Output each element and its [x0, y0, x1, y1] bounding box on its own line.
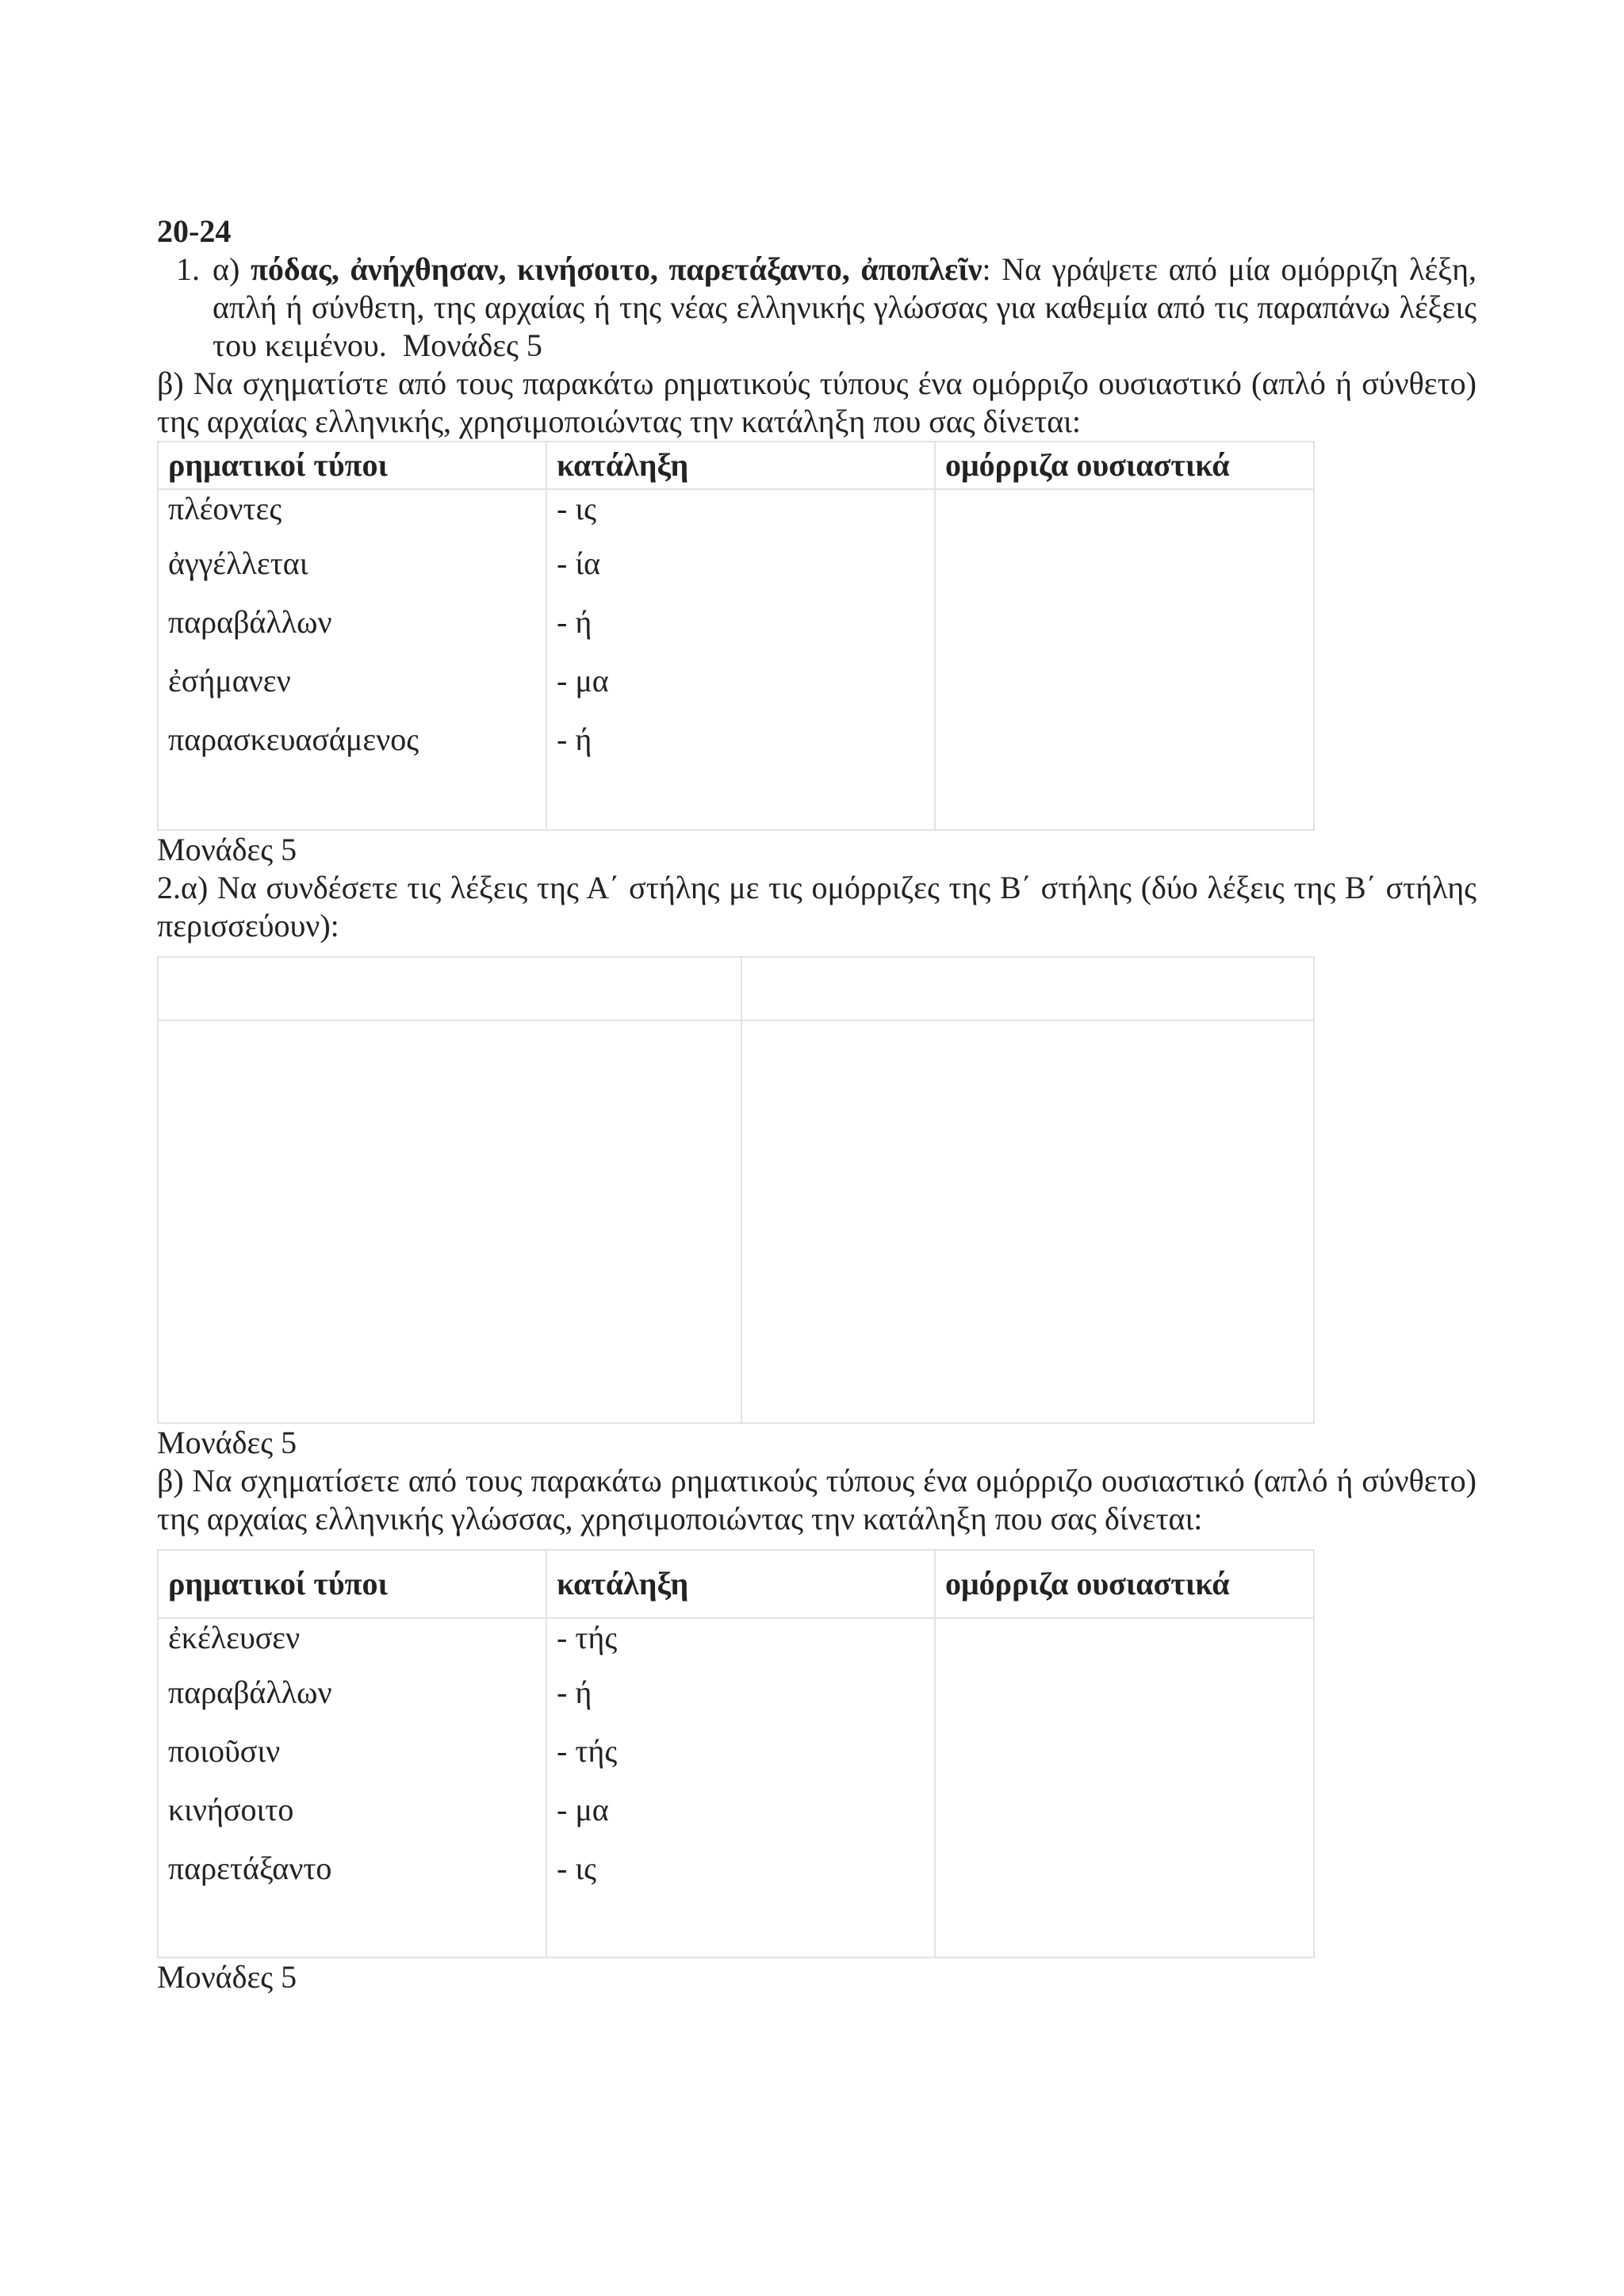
question-number: 1.	[176, 251, 200, 287]
column-header	[741, 957, 1314, 1020]
verb-form: παραβάλλων	[168, 604, 332, 640]
question-1a	[157, 251, 1477, 365]
verb-forms-cell	[158, 489, 546, 830]
column-b-item	[752, 1129, 1304, 1188]
column-header	[158, 957, 741, 1020]
verb-form: παρασκευασάμενος	[168, 721, 419, 757]
verb-forms-cell	[158, 1618, 546, 1957]
question-2b-text: β) Να σχηματίσετε από τους παρακάτω ρηματικούς τύπους ένα ομόρριζο ουσιαστικό (απλό ή σύνθετο) της αρχαίας ελληνικής γλώσσας, χρησιμοποιώντας την κατάληξη που σας δίνεται:	[157, 1463, 1477, 1536]
table-2b	[157, 1549, 1315, 1958]
column-header: ομόρριζα ουσιαστικά	[935, 442, 1314, 489]
ending: - τής	[557, 1620, 618, 1655]
column-b-item	[752, 1188, 1304, 1246]
column-a-item	[168, 1246, 731, 1305]
answer-cell[interactable]	[935, 489, 1314, 830]
column-b-item	[752, 1364, 1304, 1422]
question-1b-text: β) Να σχηματίστε από τους παρακάτω ρηματικούς τύπους ένα ομόρριζο ουσιαστικό (απλό ή σύνθετο) της αρχαίας ελληνικής, χρησιμοποιώντας την κατάληξη που σας δίνεται:	[157, 365, 1477, 439]
points-label: Μονάδες 5	[402, 327, 542, 363]
section-heading: 20-24	[157, 213, 232, 249]
ending: - μα	[557, 663, 609, 698]
column-header: ρηματικοί τύποι	[158, 442, 546, 489]
column-b-item	[752, 1246, 1304, 1305]
source-words: πόδας, ἀνήχθησαν, κινήσοιτο, παρετάξαντο, ἀποπλεῖν	[250, 251, 982, 287]
ending: - ία	[557, 545, 601, 581]
table-1b	[157, 441, 1315, 831]
endings-cell	[546, 1618, 935, 1957]
ending: - ή	[557, 1674, 592, 1710]
endings-cell	[546, 489, 935, 830]
column-header: κατάληξη	[546, 1550, 935, 1618]
question-1a-text	[213, 251, 1477, 365]
verb-form: πλέοντες	[168, 491, 282, 526]
subquestion-label: α)	[213, 251, 240, 287]
verb-form: ποιοῦσιν	[168, 1733, 281, 1769]
column-b-cell	[741, 1020, 1314, 1423]
column-a-item	[168, 1129, 731, 1188]
column-a-item	[168, 1188, 731, 1246]
column-b-item	[752, 1070, 1304, 1129]
column-header: κατάληξη	[546, 442, 935, 489]
column-b-item	[752, 1021, 1304, 1070]
points-label: Μονάδες 5	[157, 832, 297, 867]
answer-cell[interactable]	[935, 1618, 1314, 1957]
column-a-cell	[158, 1020, 741, 1423]
ending: - τής	[557, 1733, 618, 1769]
verb-form: ἐκέλευσεν	[168, 1620, 301, 1655]
matching-table	[157, 956, 1315, 1424]
question-2a-text: 2.α) Να συνδέσετε τις λέξεις της Α΄ στήλης με τις ομόρριζες της Β΄ στήλης (δύο λέξεις της Β΄ στήλης περισσεύουν):	[157, 870, 1477, 943]
column-header: ρηματικοί τύποι	[158, 1550, 546, 1618]
ending: - μα	[557, 1792, 609, 1827]
column-a-item	[168, 1021, 731, 1070]
column-header: ομόρριζα ουσιαστικά	[935, 1550, 1314, 1618]
verb-form: παραβάλλων	[168, 1674, 332, 1710]
verb-form: κινήσοιτο	[168, 1792, 294, 1827]
instruction-text: : Να γράψετε από μία ομόρριζη λέξη, απλή ή σύνθετη, της αρχαίας ή της νέας ελληνικής γλώσσας για καθεμία από τις παραπάνω λέξεις του κειμένου.	[213, 251, 1477, 363]
verb-form: ἐσήμανεν	[168, 663, 291, 698]
ending: - ις	[557, 1850, 596, 1886]
document-page	[157, 212, 1477, 1996]
column-b-item	[752, 1305, 1304, 1364]
verb-form: ἀγγέλλεται	[168, 545, 308, 581]
verb-form: παρετάξαντο	[168, 1850, 332, 1886]
points-label: Μονάδες 5	[157, 1425, 297, 1460]
ending: - ις	[557, 491, 596, 526]
column-a-item	[168, 1070, 731, 1129]
points-label: Μονάδες 5	[157, 1959, 297, 1995]
ending: - ή	[557, 721, 592, 757]
ending: - ή	[557, 604, 592, 640]
